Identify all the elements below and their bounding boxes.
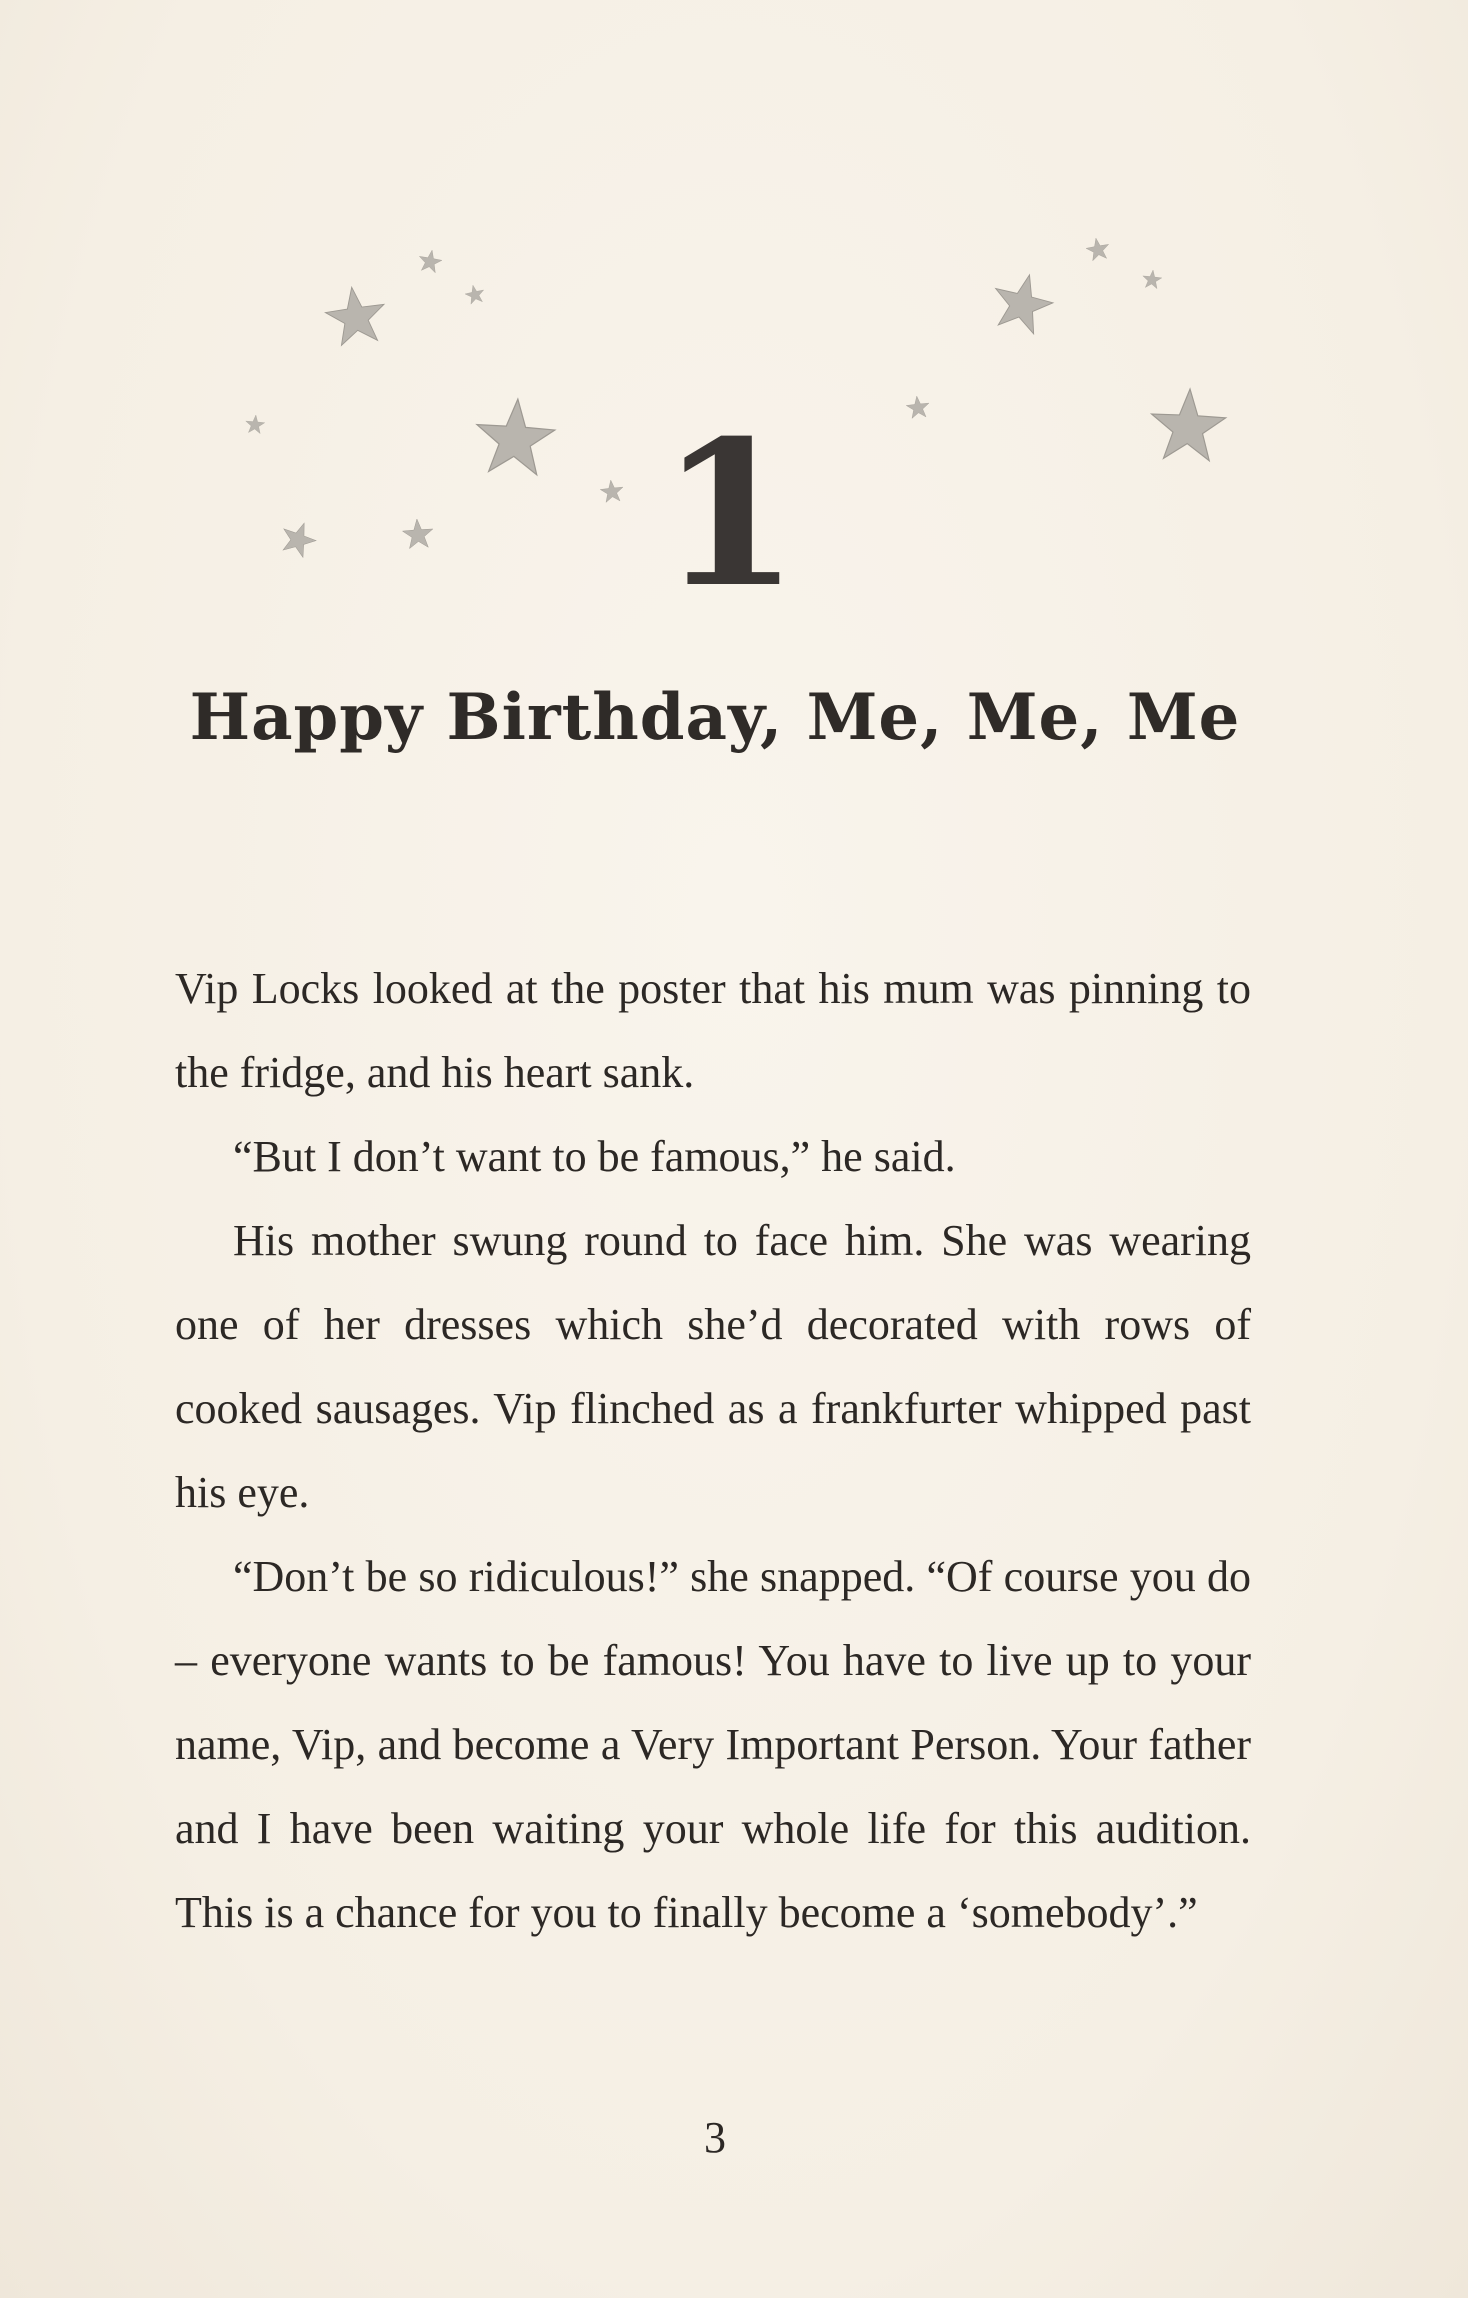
star-icon	[417, 248, 443, 273]
paragraph: Vip Locks looked at the poster that his mum was pinning to the fridge, and his heart sank.	[175, 964, 1251, 1097]
paragraph: “But I don’t want to be famous,” he said.	[233, 1132, 956, 1181]
star-icon	[987, 268, 1058, 337]
star-icon	[402, 518, 434, 549]
chapter-number: 1	[660, 397, 800, 632]
star-icon	[905, 395, 930, 419]
page-number: 3	[704, 2113, 726, 2162]
star-icon	[1142, 269, 1163, 289]
star-icon	[1149, 387, 1227, 461]
star-icon	[245, 414, 266, 434]
paragraph: His mother swung round to face him. She was wearing one of her dresses which she’d decorated with rows of cooked sausages. Vip flinched as a frankfurter whipped past his eye.	[175, 1216, 1251, 1517]
star-icon	[474, 396, 557, 475]
star-icon	[599, 479, 624, 503]
star-icon	[1085, 236, 1111, 261]
paragraph: “Don’t be so ridiculous!” she snapped. “Of course you do – everyone wants to be famous! You have to live up to your name, Vip, and become a Very Important Person. Your father and I have been waiting your whole life for this audition. This is a chance for you to finally become a ‘somebody’.”	[175, 1552, 1251, 1937]
star-icon	[277, 517, 320, 559]
star-icon	[464, 283, 486, 305]
star-icon	[322, 283, 388, 347]
chapter-title: Happy Birthday, Me, Me, Me	[189, 680, 1241, 755]
chapter-body	[175, 947, 1251, 1955]
